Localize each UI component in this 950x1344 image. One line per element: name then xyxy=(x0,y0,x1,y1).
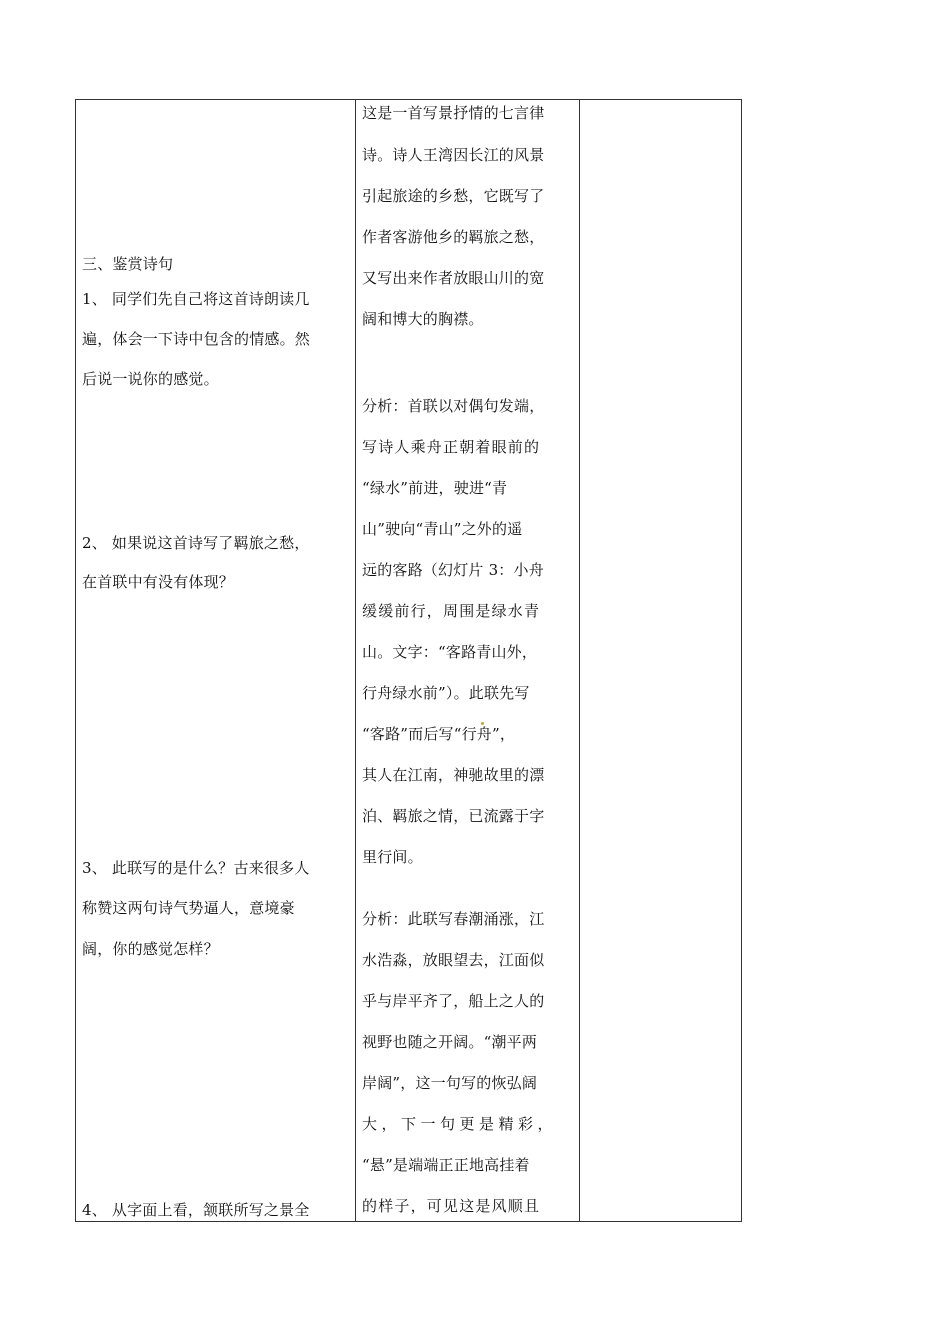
analysis-1-line-9: “客路”而后写“行舟”， xyxy=(362,725,516,743)
analysis-2-line-4: 视野也随之开阔。“潮平两 xyxy=(362,1033,538,1051)
question-2-line-1: 2、 如果说这首诗写了羁旅之愁， xyxy=(82,534,310,552)
intro-line-1: 这是一首写景抒情的七言律 xyxy=(362,104,545,122)
intro-line-3: 引起旅途的乡愁，它既写了 xyxy=(362,187,545,205)
analysis-1-line-5: 远的客路（幻灯片 3：小舟 xyxy=(362,561,544,579)
analysis-2-line-2: 水浩淼，放眼望去，江面似 xyxy=(362,951,545,969)
analysis-1-line-6: 缓缓前行，周围是绿水青 xyxy=(362,602,541,620)
question-1-line-3: 后说一说你的感觉。 xyxy=(82,370,219,388)
analysis-1-line-8: 行舟绿水前”）。此联先写 xyxy=(362,684,530,702)
question-1-line-2: 遍，体会一下诗中包含的情感。然 xyxy=(82,330,311,348)
ink-dot-mark xyxy=(481,722,484,725)
intro-line-4: 作者客游他乡的羁旅之愁， xyxy=(362,228,545,246)
analysis-2-line-6: 大，下一句更是精彩， xyxy=(362,1115,558,1133)
analysis-2-line-5: 岸阔”，这一句写的恢弘阔 xyxy=(362,1074,538,1092)
analysis-1-line-3: “绿水”前进，驶进“青 xyxy=(362,479,508,497)
analysis-2-line-8: 的样子，可见这是风顺且 xyxy=(362,1197,541,1215)
question-3-line-1: 3、 此联写的是什么？古来很多人 xyxy=(82,859,310,877)
analysis-1-line-7: 山。文字：“客路青山外， xyxy=(362,643,538,661)
question-3-line-3: 阔，你的感觉怎样？ xyxy=(82,940,219,958)
column-divider-left xyxy=(355,100,356,1221)
question-2-line-2: 在首联中有没有体现？ xyxy=(82,573,235,591)
analysis-2-line-1: 分析：此联写春潮涌涨，江 xyxy=(362,910,545,928)
column-divider-right xyxy=(579,100,580,1221)
analysis-1-line-10: 其人在江南，神驰故里的漂 xyxy=(362,766,545,784)
analysis-2-line-7: “悬”是端端正正地高挂着 xyxy=(362,1156,530,1174)
analysis-2-line-3: 乎与岸平齐了，船上之人的 xyxy=(362,992,545,1010)
question-1-line-1: 1、 同学们先自己将这首诗朗读几 xyxy=(82,290,310,308)
analysis-1-line-1: 分析：首联以对偶句发端， xyxy=(362,397,545,415)
analysis-1-line-2: 写诗人乘舟正朝着眼前的 xyxy=(362,438,541,456)
intro-line-5: 又写出来作者放眼山川的宽 xyxy=(362,269,545,287)
section-title: 三、鉴赏诗句 xyxy=(82,255,174,273)
intro-line-6: 阔和博大的胸襟。 xyxy=(362,310,484,328)
analysis-1-line-12: 里行间。 xyxy=(362,848,423,866)
intro-line-2: 诗。诗人王湾因长江的风景 xyxy=(362,146,545,164)
analysis-1-line-11: 泊、羁旅之情，已流露于字 xyxy=(362,807,545,825)
analysis-1-line-4: 山”驶向“青山”之外的遥 xyxy=(362,520,523,538)
question-3-line-2: 称赞这两句诗气势逼人，意境豪 xyxy=(82,899,295,917)
question-4-line-1: 4、 从字面上看，颔联所写之景全 xyxy=(82,1201,310,1219)
